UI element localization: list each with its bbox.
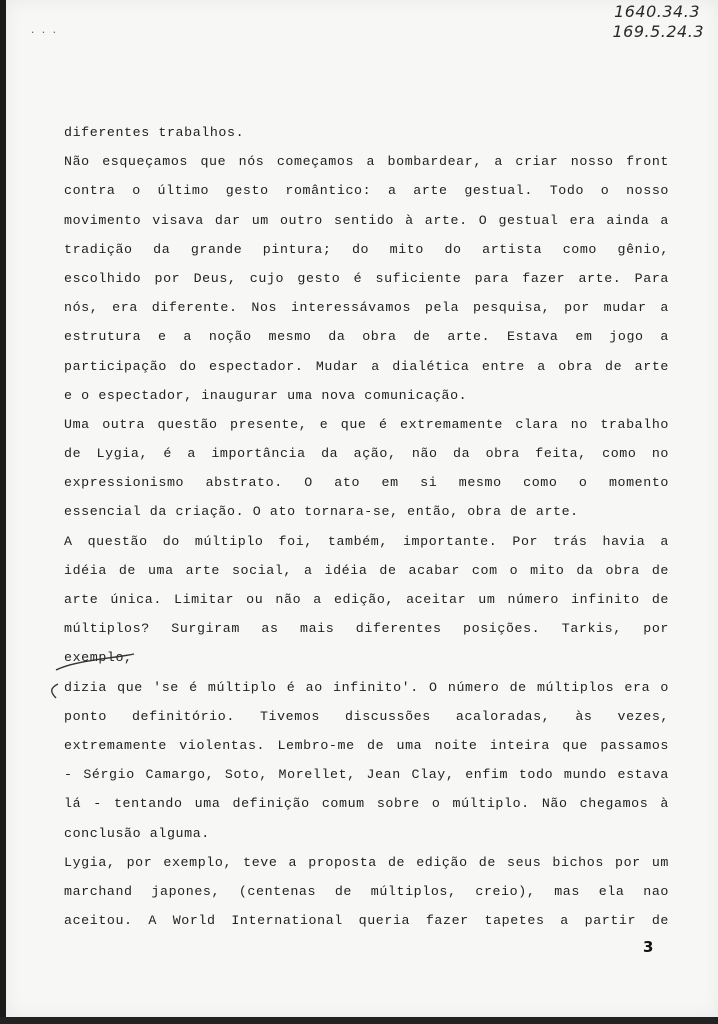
text-line: e o espectador, inaugurar uma nova comunicação. — [64, 387, 468, 403]
text-line: exemplo, — [64, 650, 133, 666]
document-page — [6, 0, 718, 1017]
text-line: tradição da grande pintura; do mito do artista como gênio, — [64, 241, 669, 257]
text-line: ponto definitório. Tivemos discussões acaloradas, às vezes, — [64, 708, 669, 724]
text-line: nós, era diferente. Nos interessávamos pela pesquisa, por mudar a — [64, 300, 669, 316]
text-line: aceitou. A World International queria fazer tapetes a partir de — [64, 913, 669, 929]
text-line: participação do espectador. Mudar a dialética entre a obra de arte — [64, 358, 669, 374]
text-line: dizia que 'se é múltiplo é ao infinito'. O número de múltiplos era o — [64, 679, 669, 695]
text-line: de Lygia, é a importância da ação, não da obra feita, como no — [64, 446, 669, 462]
text-line: movimento visava dar um outro sentido à arte. O gestual era ainda a — [64, 212, 669, 228]
text-line: extremamente violentas. Lembro-me de uma noite inteira que passamos — [64, 737, 669, 753]
text-line: Não esqueçamos que nós começamos a bombardear, a criar nosso front — [64, 154, 669, 170]
text-line: contra o último gesto romântico: a arte gestual. Todo o nosso — [64, 183, 669, 199]
text-line: arte única. Limitar ou não a edição, aceitar um número infinito de — [64, 592, 669, 607]
text-line: A questão do múltiplo foi, também, importante. Por trás havia a — [64, 533, 669, 549]
text-line: marchand japones, (centenas de múltiplos, creio), mas ela nao — [64, 883, 669, 899]
text-line: idéia de uma arte social, a idéia de acabar com o mito da obra de — [64, 562, 669, 578]
text-line: múltiplos? Surgiram as mais diferentes posições. Tarkis, por — [64, 621, 669, 637]
scan-border — [0, 1017, 718, 1024]
text-line: estrutura e a noção mesmo da obra de arte. Estava em jogo a — [64, 329, 669, 345]
text-line: Lygia, por exemplo, teve a proposta de edição de seus bichos por um — [64, 854, 669, 870]
text-line: essencial da criação. O ato tornara-se, então, obra de arte. — [64, 504, 579, 520]
text-line: escolhido por Deus, cujo gesto é suficiente para fazer arte. Para — [64, 270, 669, 286]
text-line: lá - tentando uma definição comum sobre o múltiplo. Não chegamos à — [64, 796, 669, 812]
body-text — [64, 118, 669, 935]
archive-number-1: 1640.34.3 — [614, 2, 700, 21]
archive-number-2: 169.5.24.3 — [612, 22, 704, 41]
text-line: Uma outra questão presente, e que é extremamente clara no trabalho — [64, 416, 669, 432]
text-line: expressionismo abstrato. O ato em si mesmo como o momento — [64, 475, 669, 491]
text-line: diferentes trabalhos. — [64, 125, 245, 140]
text-line: - Sérgio Camargo, Soto, Morellet, Jean Clay, enfim todo mundo estava — [64, 767, 669, 783]
text-line: conclusão alguma. — [64, 825, 210, 841]
page-number: 3 — [643, 938, 654, 956]
paper-marks: . . . — [30, 26, 58, 36]
